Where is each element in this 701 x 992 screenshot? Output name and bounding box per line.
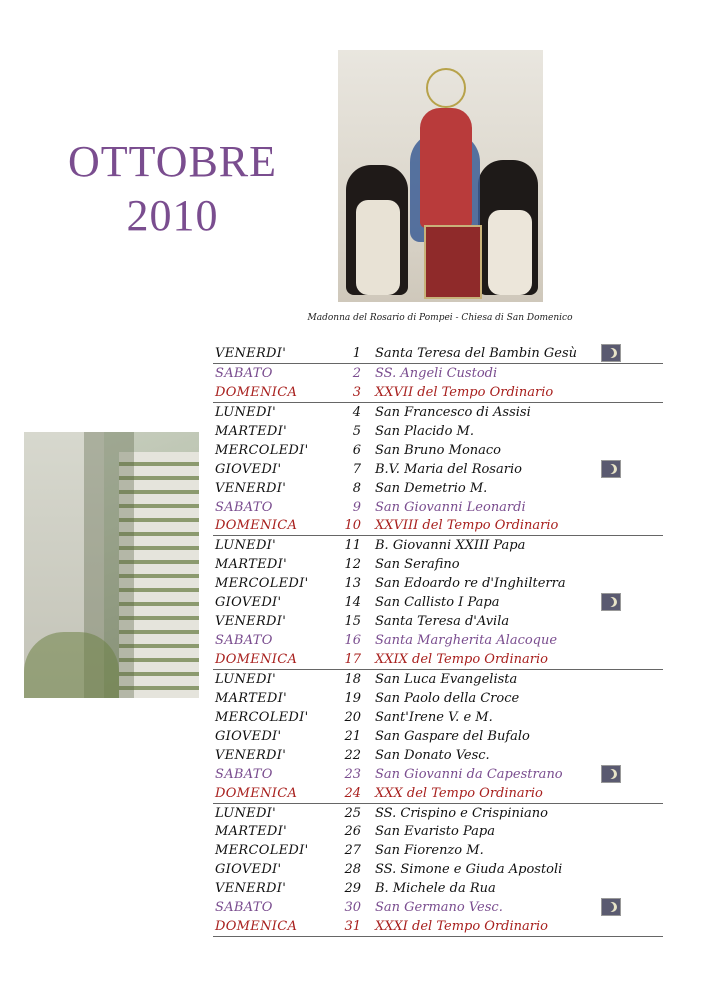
saint-name: San Paolo della Croce (375, 690, 520, 706)
date-number: 27 (344, 843, 361, 859)
new-moon-icon (601, 460, 621, 478)
saint-name: SS. Crispino e Crispiniano (375, 805, 548, 821)
weekday-label: VENERDI' (215, 881, 287, 897)
weekday-label: LUNEDI' (215, 538, 276, 554)
last-quarter-icon (601, 344, 621, 362)
weekday-label: MERCOLEDI' (215, 709, 309, 725)
saint-name: San Bruno Monaco (375, 442, 502, 458)
calendar-row (213, 860, 663, 879)
weekday-label: DOMENICA (215, 518, 298, 534)
saint-name: Santa Teresa del Bambin Gesù (375, 346, 577, 361)
weekday-label: LUNEDI' (215, 805, 276, 821)
calendar-row (213, 841, 663, 860)
weekday-label: MERCOLEDI' (215, 576, 309, 592)
calendar-row (213, 555, 663, 574)
date-number: 26 (344, 824, 361, 840)
weekday-label: DOMENICA (215, 919, 298, 935)
full-moon-icon (601, 765, 621, 783)
date-number: 31 (344, 919, 361, 935)
calendar-row (213, 822, 663, 841)
saint-name: San Giovanni Leonardi (375, 499, 526, 515)
saint-name: San Francesco di Assisi (375, 404, 531, 420)
date-number: 19 (344, 690, 361, 706)
weekday-label: GIOVEDI' (215, 728, 282, 744)
calendar-row (213, 441, 663, 460)
date-number: 30 (344, 900, 361, 916)
weekday-label: DOMENICA (215, 785, 298, 801)
saint-name: XXVII del Tempo Ordinario (375, 384, 554, 400)
calendar-row (213, 765, 663, 784)
date-number: 13 (344, 576, 361, 592)
saint-name: XXVIII del Tempo Ordinario (375, 518, 559, 534)
saint-name: San Donato Vesc. (375, 747, 490, 763)
date-number: 1 (352, 346, 361, 361)
weekday-label: SABATO (215, 766, 273, 782)
saint-name: San Callisto I Papa (375, 595, 500, 611)
date-number: 8 (352, 480, 361, 496)
weekday-label: GIOVEDI' (215, 461, 282, 477)
date-number: 22 (344, 747, 361, 763)
weekday-label: VENERDI' (215, 480, 287, 496)
calendar-row (213, 422, 663, 441)
saint-name: San Evaristo Papa (375, 824, 495, 840)
first-quarter-icon (601, 593, 621, 611)
calendar-row (213, 804, 663, 823)
date-number: 6 (352, 442, 361, 458)
weekday-label: GIOVEDI' (215, 595, 282, 611)
calendar-row (213, 498, 663, 517)
saint-name: XXIX del Tempo Ordinario (375, 652, 548, 667)
saint-name: B. Giovanni XXIII Papa (375, 538, 526, 554)
date-number: 29 (344, 881, 361, 897)
weekday-label: LUNEDI' (215, 671, 276, 687)
calendar-row (213, 344, 663, 364)
weekday-label: VENERDI' (215, 747, 287, 763)
calendar-row (213, 727, 663, 746)
calendar-row (213, 364, 663, 383)
date-number: 12 (344, 557, 361, 573)
calendar-row (213, 536, 663, 555)
saint-name: XXXI del Tempo Ordinario (375, 919, 548, 935)
date-number: 16 (344, 633, 361, 649)
weekday-label: MERCOLEDI' (215, 843, 309, 859)
saint-name: San Placido M. (375, 423, 474, 439)
saint-name: B.V. Maria del Rosario (375, 461, 522, 477)
calendar-row (213, 898, 663, 917)
photo-caption: Madonna del Rosario di Pompei - Chiesa di San Domenico (307, 313, 573, 323)
year-title: 2010 (126, 191, 219, 240)
weekday-label: LUNEDI' (215, 404, 276, 420)
weekday-label: MARTEDI' (215, 423, 287, 439)
saint-name: San Giovanni da Capestrano (375, 766, 563, 782)
calendar-row (213, 708, 663, 727)
date-number: 15 (344, 614, 361, 630)
saint-name: Sant'Irene V. e M. (375, 709, 493, 725)
weekday-label: MARTEDI' (215, 690, 287, 706)
date-number: 9 (352, 499, 361, 515)
weekday-label: VENERDI' (215, 614, 287, 630)
saint-name: SS. Angeli Custodi (375, 365, 498, 381)
weekday-label: SABATO (215, 365, 273, 381)
saint-name: B. Michele da Rua (375, 881, 496, 897)
date-number: 10 (344, 518, 361, 534)
calendar-row (213, 879, 663, 898)
calendar-row (213, 574, 663, 593)
weekday-label: DOMENICA (215, 384, 298, 400)
date-number: 14 (344, 595, 361, 611)
date-number: 18 (344, 671, 361, 687)
saint-name: San Edoardo re d'Inghilterra (375, 576, 566, 592)
date-number: 21 (344, 728, 361, 744)
weekday-label: MARTEDI' (215, 557, 287, 573)
saint-name: San Fiorenzo M. (375, 843, 484, 859)
date-number: 2 (352, 365, 361, 381)
stairs-photo (24, 432, 199, 698)
date-number: 4 (352, 404, 361, 420)
weekday-label: SABATO (215, 900, 273, 916)
date-number: 3 (352, 384, 361, 400)
weekday-label: VENERDI' (215, 346, 287, 361)
date-number: 25 (344, 805, 361, 821)
saint-name: SS. Simone e Giuda Apostoli (375, 862, 563, 878)
date-number: 23 (344, 766, 361, 782)
calendar-row (213, 612, 663, 631)
calendar-row (213, 593, 663, 612)
date-number: 7 (352, 461, 361, 477)
saint-name: Santa Margherita Alacoque (375, 633, 558, 649)
calendar-row (213, 383, 663, 403)
date-number: 24 (344, 785, 361, 801)
calendar-row (213, 650, 663, 670)
weekday-label: MARTEDI' (215, 824, 287, 840)
date-number: 28 (344, 862, 361, 878)
date-number: 11 (344, 538, 361, 554)
date-number: 17 (344, 652, 361, 667)
weekday-label: MERCOLEDI' (215, 442, 309, 458)
calendar-row (213, 516, 663, 536)
saint-name: San Gaspare del Bufalo (375, 728, 530, 744)
saint-name: San Germano Vesc. (375, 900, 503, 916)
date-number: 5 (352, 423, 361, 439)
saint-name: San Luca Evangelista (375, 671, 518, 687)
weekday-label: GIOVEDI' (215, 862, 282, 878)
date-number: 20 (344, 709, 361, 725)
calendar-row (213, 917, 663, 937)
calendar-row (213, 689, 663, 708)
calendar-row (213, 460, 663, 479)
calendar-row (213, 746, 663, 765)
calendar-row (213, 631, 663, 650)
calendar-row (213, 784, 663, 804)
weekday-label: SABATO (215, 499, 273, 515)
saint-name: Santa Teresa d'Avila (375, 614, 510, 630)
last-quarter-icon (601, 898, 621, 916)
calendar-row (213, 403, 663, 422)
weekday-label: DOMENICA (215, 652, 298, 667)
calendar-table (213, 344, 663, 937)
saint-name: San Serafino (375, 557, 460, 573)
month-title: OTTOBRE (67, 137, 278, 186)
calendar-row (213, 479, 663, 498)
madonna-statue-photo (338, 50, 543, 302)
calendar-row (213, 670, 663, 689)
saint-name: XXX del Tempo Ordinario (375, 785, 543, 801)
saint-name: San Demetrio M. (375, 480, 488, 496)
weekday-label: SABATO (215, 633, 273, 649)
